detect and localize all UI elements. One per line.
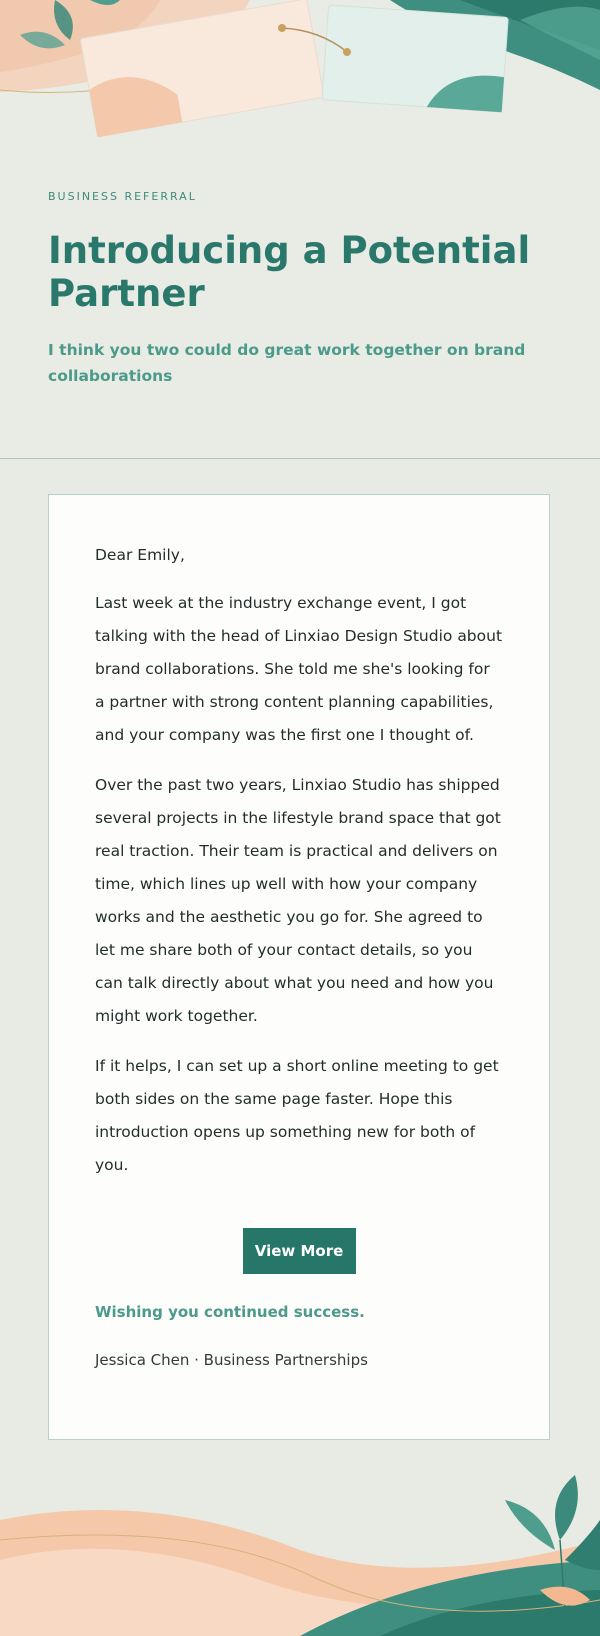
business-card-icon (322, 5, 508, 112)
section-divider (0, 458, 600, 459)
greeting: Dear Emily, (95, 546, 185, 564)
signature: Jessica Chen · Business Partnerships (95, 1351, 368, 1369)
hero-banner (0, 0, 600, 460)
letter-card (48, 494, 550, 1440)
cta-wrapper (95, 1228, 503, 1274)
page-subtitle: I think you two could do great work together on brand collaborations (48, 341, 526, 385)
page-title: Introducing a Potential Partner (48, 229, 531, 315)
letter-paragraph: Over the past two years, Linxiao Studio has shipped several projects in the lifestyle brand space that got real traction. Their team is practical and delivers on time, which lines up well with how your company works and the aesthetic you go for. She agreed to let me share both of your contact details, so you can talk directly about what you need and how you might work together. (95, 776, 501, 1025)
footer-decor-illustration (0, 1440, 600, 1636)
letter-paragraph: If it helps, I can set up a short online meeting to get both sides on the same page faster. Hope this introduction opens up something new for both of you. (95, 1057, 499, 1174)
closing-line: Wishing you continued success. (95, 1303, 365, 1321)
hero-decor-illustration (0, 0, 600, 150)
footer-decor (0, 1440, 600, 1636)
view-more-button[interactable]: View More (243, 1228, 356, 1274)
letter-paragraph: Last week at the industry exchange event, I got talking with the head of Linxiao Design Studio about brand collaborations. She told me she's looking for a partner with strong content planning capabilities, and your company was the first one I thought of. (95, 594, 503, 744)
eyebrow-label: BUSINESS REFERRAL (48, 190, 197, 203)
